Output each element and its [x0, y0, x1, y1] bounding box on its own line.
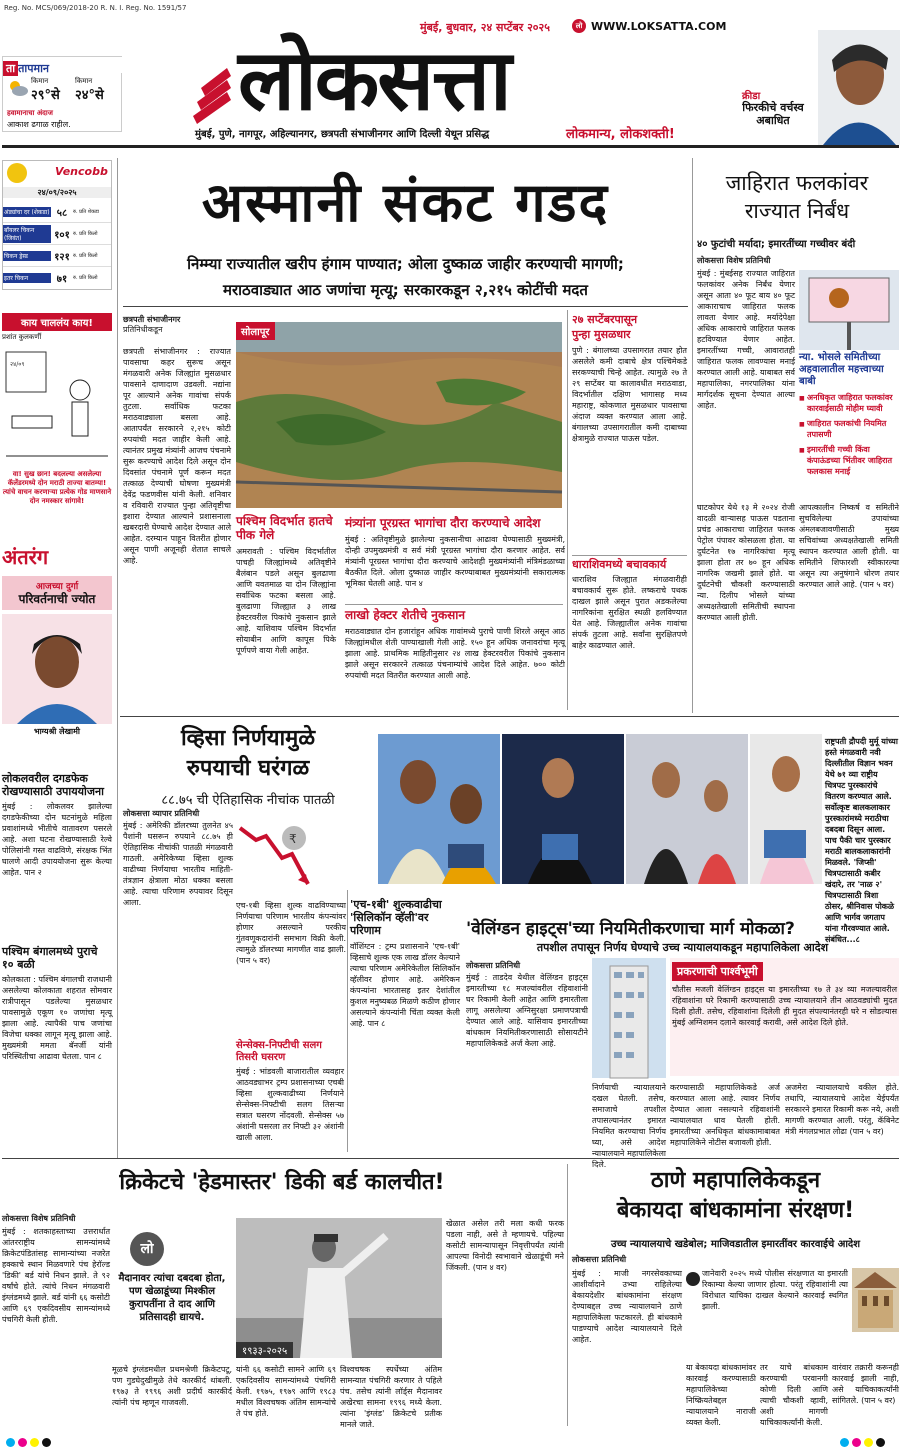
bhosle-committee-box: [799, 352, 899, 477]
h1b-body: वॉशिंग्टन : ट्रम्प प्रशासनाने 'एच-१बी' व्हिसाचे शुल्क एक लाख डॉलर केल्याने त्याचा परिणाम अमेरिकेतील सिलिकॉन व्हॅलीवर होणार आहे. अमेरिकन कंपन्यांना भारतासह इतर देशांतील कुशल मनुष्यबळ मिळणे कठीण होणार असल्याने कंपन्यांनी चिंता व्यक्त केली आहे. पान ८: [350, 942, 460, 1028]
sub-vidarbha: [236, 514, 336, 698]
bullet-dot-icon: [686, 1272, 700, 1286]
visa-subhead: ८८.७५ ची ऐतिहासिक नीचांक पातळी: [161, 793, 335, 808]
cartoon-caption: वा! सुख छान! बदलल्या असलेल्या कॅलेंडरमध्ये दोन मराठी ताज्या बातम्या! त्यांचे वाचन करणाऱ्या प्रत्येक गोड माणसाने दोन नमस्कार सांगावे!: [2, 470, 112, 505]
weather-box: ता तापमान किमान २९°से किमान २४°से हवामानाचा अंदाज आकाश ढगाळ राहील.: [2, 56, 122, 132]
rain-kicker: २७ सप्टेंबरपासून: [572, 313, 638, 326]
visa-headline-1[interactable]: व्हिसा निर्णयामुळे: [180, 726, 316, 751]
hoardings-body-2: घाटकोपर येथे १३ मे २०२४ रोजी वादळी वाऱ्यासह पाऊस पडताना प्रचंड आकाराचा जाहिरात फलक पेट्रोल पंपावर कोसळला होता. या दुर्घटनेत १७ नागरिकांचा मृत्यू झाला होता तर ७० हून अधिक नागरिक जखमी झाले होते. या दुर्घटनेची चौकशी करण्यासाठी न्या. दिलीप भोसले यांच्या अध्यक्षतेखाली समितीची स्थापना करण्यात आली होती.: [697, 503, 795, 622]
cartoon-artist: प्रशांत कुलकर्णी: [2, 333, 42, 341]
hoardings-body: मुंबई : मुंबईसह राज्यात जाहिरात फलकांवर अनेक निर्बंध येणार असून आता ४० फूट बाय ४० फूट आकाराचाच जाहिरात फलक लावता येणार आहे. मर्यादेपेक्षा अधिक आकाराचे जाहिरात फलक हटविण्यात येणार आहेत. इमारतींच्या गच्ची, आवारातही जाहिरात फलक लावण्यास मनाई करण्यात आली आहे. याबाबत सर्व महापालिका, नगरपालिका यांना मार्गदर्शक सूचना देण्यात आल्या आहेत.: [697, 269, 795, 410]
antarang-series: आजच्या दुर्गा: [35, 582, 79, 592]
rupee-fall-graphic: [236, 818, 316, 898]
weather-title: तापमान: [18, 62, 50, 75]
brief-body: मुंबई : लोकलवर झालेल्या दगडफेकीच्या दोन घटनांमुळे महिला प्रवाशांमध्ये भीतीचे वातावरण पसरले आहे. अशा घटना रोखण्यासाठी रेल्वे पोलिसांनी गस्त वाढविणे, संरक्षक भिंत घालणे आदी उपाययोजना सुरू केल्या आहेत. पान २: [2, 802, 112, 877]
dickie-quote: मैदानावर त्यांचा दबदबा होता, पण खेळाडूंच्या मिश्कील कुरापतींना ते दाद आणि प्रतिसादही द्यायचे.: [118, 1273, 226, 1323]
thane-headline-1[interactable]: ठाणे महापालिकेकडून: [650, 1168, 821, 1193]
registration-marks-right: [840, 1432, 888, 1451]
cartoon-title: काय चाललंय काय!: [2, 313, 112, 331]
brief-bengal-floods: [2, 945, 112, 1174]
max-label: किमान: [75, 77, 93, 85]
h1b-title[interactable]: 'एच-१बी' शुल्कवाढीचा 'सिलिकॉन व्हॅली'वर परिणाम: [350, 898, 442, 937]
award-photo-girl: [750, 734, 822, 884]
rate-row: चिकन ड्रेस्ड १२१ रु. प्रति किलो: [3, 245, 111, 267]
hoarding-photo: [799, 270, 899, 350]
hoardings-headline-2[interactable]: राज्यात निर्बंध: [744, 199, 850, 223]
thane-col4: वारंवार तक्रारी करूनही कारवाई झाली नाही, असे याचिकाकर्त्यांनी सांगितले. (पान ५ वर): [832, 1363, 899, 1405]
rate-row: बॉयलर चिकन (जिवंत) १०१ रु. प्रति किलो: [3, 223, 111, 245]
sub-body: मुंबई : अतिवृष्टीमुळे झालेल्या नुकसानीचा आढावा घेण्यासाठी मुख्यमंत्री, दोन्ही उपमुख्यमंत्री व सर्व मंत्री पूरग्रस्त भागांचा दौरा करणार आहेत. सर्व मंत्र्यांनी पूरग्रस्त भागांचा दौरा करण्याचे आदेशही मुख्यमंत्र्यांनी मंत्रिमंडळाच्या बैठकीत दिले. ओला दुष्काळ जाहीर करण्याबाबत मुख्यमंत्र्यांनी सकारात्मक भूमिका घेतली आहे. पान ४: [345, 535, 565, 588]
loksatta-quote-icon: लो: [130, 1232, 164, 1266]
dickie-col6: खेळात असेल तरी मला कधी फरक पडला नाही, असे ते म्हणायचे. पहिल्या कसोटी सामन्यापासून निवृत्तीपर्यंत त्यांनी आपल्या विनोदी स्वभावाने खेळाडूंची मने जिंकली. (पान ४ वर): [446, 1219, 564, 1272]
rain-forecast-story: [572, 312, 687, 555]
visa-byline: लोकसत्ता व्यापार प्रतिनिधी: [123, 809, 200, 818]
dickie-years: १९३३-२०२५: [236, 1342, 293, 1358]
brief-title[interactable]: लोकलवरील दगडफेक रोखण्यासाठी उपाययोजना: [2, 772, 105, 798]
wellington-background-box: [670, 958, 899, 1076]
lead-body-col1: छत्रपती संभाजीनगर : राज्यात पावसाचा कहर सुरूच असून मंगळवारी अनेक जिल्ह्यांत मुसळधार पावसाने दाणादाण उडवली. नद्यांना पूर आल्याने अनेक गावांचा संपर्क तुटला. सर्वाधिक फटका मराठवाड्याला बसला आहे. आतापर्यंत सरकारने २,२१५ कोटी रुपयांची मदत जाहीर केली आहे. त्यानंतर प्रमुख मंत्र्यांनी आजच पंचनामे सुरू करण्याचे आदेश दिले असून दोन दिवसांत पंचनामे पूर्ण करून मदत तत्काळ देण्याची घोषणा मुख्यमंत्री देवेंद्र फडणवीस यांनी केली. शनिवार व रविवारी राज्यात पुन्हा अतिवृष्टीचा इशारा देण्यात आल्याने प्रशासनाला खबरदारी घेण्याचे आदेश देण्यात आले आहेत. दरम्यान पाहून वितरीत होणार असून पाणी अजूनही शेतात साचले आहे.: [123, 347, 231, 565]
dickie-bird-photo: [236, 1218, 442, 1358]
durga-name: भाग्यश्री लेखामी: [33, 727, 80, 736]
svg-text:₹: ₹: [289, 832, 297, 846]
loksatta-mini-icon: लो: [572, 19, 586, 33]
min-label: किमान: [31, 77, 49, 85]
thane-box: जानेवारी २०२५ मध्ये पोलीस संरक्षणात या इमारती रिकाम्या केल्या जाणार होत्या. परंतु रहिवाशांनी त्या विरोधात याचिका दाखल केल्याने कारवाई स्थगित झाली.: [702, 1269, 848, 1311]
thane-byline: लोकसत्ता प्रतिनिधी: [572, 1255, 627, 1264]
wellington-building-photo: [592, 958, 666, 1078]
rate-row: इतर चिकन ७१ रु. प्रति किलो: [4, 274, 98, 285]
durga-photo: [2, 614, 112, 724]
thane-subhead: उच्च न्यायालयाचे खडेबोल; माजिवडातील इमारतींवर कारवाईचे आदेश: [610, 1239, 861, 1250]
forecast-label: हवामानाचा अंदाज: [7, 109, 53, 117]
registration-number: Reg. No. MCS/069/2018-20 R. N. I. Reg. No. 1591/57: [4, 4, 187, 12]
hoardings-subhead: ४० फुटांची मर्यादा; इमारतींच्या गच्चीवर बंदी: [697, 239, 856, 250]
wellington-headline[interactable]: 'वेलिंग्डन हाइट्स'च्या नियमितीकरणाचा मार्ग मोकळा?: [466, 919, 795, 939]
visa-body: मुंबई : अमेरिकी डॉलरच्या तुलनेत ४५ पैशांनी घसरून रुपयाने ८८.७५ ही ऐतिहासिक नीचांकी पातळी मंगळवारी गाठली. अमेरिकेच्या व्हिसा शुल्क वाढीच्या निर्णयाचा भारतीय माहिती-तंत्रज्ञान क्षेत्राला मोठा धक्का बसला आहे. त्याचा परिणाम रुपयावर दिसून आला.: [123, 821, 233, 907]
lead-subhead-2: मराठवाड्यात आठ जणांचा मृत्यू; सरकारकडून २,२१५ कोटींची मदत: [223, 281, 588, 299]
brief-body: कोलकाता : पश्चिम बंगालची राजधानी असलेल्या कोलकाता शहरात सोमवार रात्रीपासून पडलेल्या मुसळधार पावसामुळे एकूण १० जणांचा मृत्यू झाला आहे. त्यापैकी पाच जणांचा विजेचा धक्का लागून मृत्यू झाला आहे. मुख्यमंत्री ममता बॅनर्जी यांनी परिस्थितीचा आढावा घेतला. पान ८: [2, 975, 112, 1061]
bhosle-point: ■ जाहिरात फलकांची नियमित तपासणी: [799, 418, 899, 440]
date-line: मुंबई, बुधवार, २४ सप्टेंबर २०२५: [420, 21, 550, 34]
forecast-text: आकाश ढगाळ राहील.: [7, 120, 71, 129]
antarang-brand: अंतरंग: [2, 545, 49, 569]
masthead-logo: लोकसत्ता: [238, 31, 510, 129]
max-temp: २४°से: [75, 88, 104, 103]
sub-body: अमरावती : पश्चिम विदर्भातील पाचही जिल्ह्यांमध्ये अतिवृष्टीने बैलंबान पडले असून बुलढाणा आणि यवतमाळ या दोन जिल्ह्यांना सर्वाधिक फटका बसला आहे. बुलढाणा जिल्ह्यात ३ लाख हेक्टरवरील पिकांचे नुकसान झाले आहे. याशिवाय पश्चिम विदर्भात सोयाबीन आणि कापूस पिके पूर्णपणे वाया गेली आहेत.: [236, 547, 336, 655]
dickie-col5: विश्वचषक स्पर्धेच्या अंतिम सामन्यात पंचगिरी करणार ते पहिले पंच. तसेच त्यांनी लॉर्ड्स मैदानावर अखेरचा सामना १९९६ मध्ये केला. त्यांना 'इंग्लंड' क्रिकेटचे प्रतीक मानले जाते.: [340, 1365, 442, 1429]
logo-flame-icon: [193, 58, 235, 128]
rate-row: अंड्यांचा दर (शेकडा) ५८ रु. प्रति शेकडा: [3, 201, 111, 223]
brief-local-train: [2, 772, 112, 921]
egg-logo-icon: [7, 163, 27, 183]
sub-body: मराठवाड्यात दोन हजारांहून अधिक गावांमध्ये पुराचे पाणी शिरले असून आठ जिल्ह्यांमधील शेती पाण्याखाली गेली आहे. १५० हून अधिक जनावरांचा मृत्यू झाला आहे. प्राथमिक माहितीनुसार २४ लाख हेक्टरवरील पिकांचे नुकसान झाले असून सरकारने तत्काळ पंचनाम्यांचे आदेश दिले आहेत. ७०० कोटी रुपयांची मदत वितरीत करण्यात आली आहे.: [345, 627, 565, 680]
registration-marks-left: [6, 1432, 54, 1451]
thane-body: मुंबई : माजी नगरसेवकाच्या आशीर्वादाने उभ्या राहिलेल्या बेकायदेशीर बांधकामांना संरक्षण देण्याबद्दल उच्च न्यायालयाने ठाणे महापालिकेला फटकारले. ही बांधकामे पाडण्याचे आदेश न्यायालयाने दिले आहेत.: [572, 1269, 682, 1344]
wellington-col4: अजमेरा न्यायालयाचे वकील होते. तथापि, न्यायालयाचे आदेश येईपर्यंत सरकारने इमारत रिकामी करू नये, अशी मागणी करण्यात आली. परंतु, कॅबिनेट मंत्री मंगलप्रभात लोढा (पान ५ वर): [785, 1083, 899, 1136]
sub-crop-damage: [345, 606, 565, 710]
teaser-title[interactable]: फिरकीचे वर्चस्व अबाधित: [742, 101, 804, 127]
sensex-body: मुंबई : भांडवली बाजारातील व्यवहार आठवड्याभर ट्रम्प प्रशासनाच्या एचबी व्हिसा शुल्कवाढीच्या निर्णयाने सेन्सेक्स-निफ्टीची सलग तिसऱ्या सत्रात घसरण नोंदवली. सेन्सेक्स ५७ अंशांनी घसरला तर निफ्टी ३२ अंशांनी खाली आला.: [236, 1067, 344, 1142]
rates-date: २४/०९/२०२५: [3, 187, 111, 198]
hoardings-byline: लोकसत्ता विशेष प्रतिनिधी: [697, 256, 771, 265]
sensex-title[interactable]: सेन्सेक्स-निफ्टीची सलग तिसरी घसरण: [236, 1040, 322, 1063]
thane-col3: तर याचे बांधकाम करण्याची परवानगी कोणी दिली आणि त्याची चौकशी व्हावी, अशी मागणी याचिकाकर्त्यांनी केली.: [760, 1363, 828, 1427]
dickie-byline: लोकसत्ता विशेष प्रतिनिधी: [2, 1214, 76, 1223]
wellington-body: मुंबई : ताडदेव येथील वेलिंग्डन हाइट्स इमारतीच्या १८ मजल्यांवरील रहिवाशांनी घर रिकामी केली आहेत आणि इमारतीला लागू असलेल्या अग्निसुरक्षा प्रमाणपत्राची देण्यात आले आहे. यासिवाय इमारतीच्या बांधकाम नियमितीकरणासाठी सोसायटीने महापालिकेकडे अर्ज केला आहे.: [466, 973, 588, 1048]
wellington-box-title: प्रकरणाची पार्श्वभूमी: [672, 962, 763, 981]
sub-title[interactable]: पश्चिम विदर्भात हातचे पीक गेले: [236, 514, 333, 542]
cricketer-photo: [818, 30, 900, 145]
dharashiv-body: धाराशिव जिल्ह्यात मंगळवारीही बचावकार्य सुरू होते. लष्कराचे पथक दाखल झाले असून पुरात अडकलेल्या नागरिकांना सुरक्षित स्थळी हलविण्यात येत आहे. जिल्ह्यातील अनेक गावांचा संपर्क तुटला आहे. सर्वांना सुरक्षितपणे बाहेर काढण्यात आले.: [572, 575, 687, 650]
bhosle-point: ■ अनधिकृत जाहिरात फलकांवर कारवाईसाठी मोहीम घ्यावी: [799, 392, 899, 414]
rates-list: [3, 201, 111, 289]
poultry-rates-box: [2, 160, 112, 290]
visa-body-2: एच-१बी व्हिसा शुल्क वाढविण्याच्या निर्णयाचा परिणाम भारतीय कंपन्यांवर होणार असल्याने परकीय गुंतवणूकदारांनी समभाग विक्री केली. त्यामुळे डॉलरच्या मागणीत वाढ झाली. (पान ५ वर): [236, 901, 346, 965]
photo-location-tag: सोलापूर: [236, 322, 275, 340]
lead-headline[interactable]: अस्मानी संकट गडद: [201, 171, 610, 234]
thane-col2: या बेकायदा बांधकामांवर कारवाई करण्यासाठी महापालिकेच्या निष्क्रियतेबद्दल न्यायालयाने नाराजी व्यक्त केली.: [686, 1363, 756, 1427]
editions-line: मुंबई, पुणे, नागपूर, अहिल्यानगर, छत्रपती संभाजीनगर आणि दिल्ली येथून प्रसिद्ध: [195, 129, 490, 140]
sensex-story: [236, 1040, 344, 1150]
wellington-col3: करण्यासाठी महापालिकेकडे अर्ज करण्यात आला आहे. त्यावर निर्णय देण्यात आला नसल्याने रहिवाशांनी न्यायालयात धाव घेतली होती. इमारतीच्या अनधिकृत बांधकामाबाबत महापालिकेने नोटीस बजावली होती.: [670, 1083, 780, 1147]
website-link[interactable]: WWW.LOKSATTA.COM: [591, 20, 727, 33]
dickie-headline[interactable]: क्रिकेटचे 'हेडमास्तर' डिकी बर्ड कालचीत!: [119, 1170, 445, 1195]
lead-byline-role: प्रतिनिधीकडून: [123, 325, 163, 334]
vencobb-logo: Vencobb: [55, 165, 108, 178]
sub-title[interactable]: लाखो हेक्टर शेतीचे नुकसान: [345, 608, 466, 622]
cloud-sun-icon: [7, 79, 27, 95]
cartoon-box: [2, 313, 112, 523]
bhosle-point: ■ इमारतींची गच्ची किंवा कंपाऊंडच्या भिंतीवर जाहिरात फलकास मनाई: [799, 444, 899, 477]
award-photo-president: [378, 734, 500, 884]
wellington-byline: लोकसत्ता प्रतिनिधी: [466, 961, 521, 970]
sub-title[interactable]: मंत्र्यांना पूरग्रस्त भागांचा दौरा करण्याचे आदेश: [345, 516, 541, 530]
tagline: लोकमान्य, लोकशक्ती!: [566, 127, 675, 142]
visa-headline-2[interactable]: रुपयाची घरंगळ: [186, 756, 310, 781]
h1b-story: [350, 898, 460, 1151]
rain-title[interactable]: पुन्हा मुसळधार: [572, 328, 631, 341]
dickie-col4: यांनी ६६ कसोटी सामने आणि ६९ एकदिवसीय सामन्यांमध्ये पंचगिरी केली. १९७५, १९७९ आणि १९८३ मधील विश्वचषक अंतिम सामन्यांचे ते पंच होते.: [236, 1365, 336, 1418]
dharashiv-title[interactable]: धाराशिवमध्ये बचावकार्य: [572, 558, 667, 571]
wellington-body-2: निर्णयाची न्यायालयाने दखल घेतली. तसेच, समाजाचे तपशील तपासल्यानंतर इमारत नियमित करण्याचा निर्णय घ्या, असे आदेश न्यायालयाने महापालिकेला दिले.: [592, 1083, 666, 1169]
court-building-photo: [852, 1268, 899, 1332]
hoardings-headline-1[interactable]: जाहिरात फलकांवर: [725, 171, 869, 195]
dickie-col3: मूळचे इंग्लंडमधील प्रथमश्रेणी क्रिकेटपटू, पण गुडघेदुखीमुळे तेथे कारकीर्द थांबली. १९७३ ते १९९६ अशी प्रदीर्घ कारकीर्द त्यांनी पंच म्हणून गाजवली.: [112, 1365, 232, 1407]
lead-subhead-1: निम्म्या राज्यातील खरीप हंगाम पाण्यात; ओला दुष्काळ जाहीर करण्याची मागणी;: [187, 255, 624, 273]
cartoon-drawing: [2, 346, 112, 470]
wellington-box-body: चौतीस मजली वेलिंग्डन हाइट्स या इमारतीच्या १७ ते ३४ व्या मजल्यावरील रहिवाशांना घरे रिकामी करण्यासाठी उच्च न्यायालयाने तीन आठवड्यांची मुदत दिली होती. तसेच, रहिवाशांना दिलेली ही मुदत संपल्यानंतरही घरे न सोडल्यास मुंबई अग्निशमन दलाने कारवाई करावी, असे आदेश दिले होते.: [672, 985, 897, 1027]
lead-byline: छत्रपती संभाजीनगर: [123, 315, 181, 324]
flood-photo: [236, 322, 562, 508]
svg-text:२४/०९: २४/०९: [10, 361, 25, 368]
awards-caption: राष्ट्रपती द्रौपदी मुर्मू यांच्या हस्ते मंगळवारी नवी दिल्लीतील विज्ञान भवन येथे ७१ व्या राष्ट्रीय चित्रपट पुरस्कारांचे वितरण करण्यात आले. सर्वोत्कृष्ट बालकलाकार पुरस्कारांमध्ये मराठीचा दबदबा दिसून आला. पाच पैकी चार पुरस्कार मराठी बालकलाकारांनी मिळवले. 'जिप्सी' चित्रपटासाठी कबीर खंदारे, तर 'नाळ २' चित्रपटासाठी त्रिशा ठोसर, श्रीनिवास पोकळे आणि भार्गव जगताप यांना गौरवण्यात आले. संबंधित...८: [825, 737, 898, 944]
dickie-body: मुंबई : शतकाहस्ताच्या उत्तरार्धात आंतरराष्ट्रीय सामन्यांमध्ये क्रिकेटपंडितांसह सामान्यांच्या नजरेत हक्काचे स्थान मिळवणारे पंच हेरॉल्ड 'डिकी' बर्ड यांचे निधन झाले. ते ९२ वर्षांचे होते. त्यांचे निधन मंगळवारी इंग्लंडमध्ये झाले. बर्ड यांनी ६६ कसोटी आणि ६९ एकदिवसीय सामन्यांमध्ये पंचगिरी केली होती.: [2, 1227, 110, 1324]
sub-minister-tour: [345, 514, 565, 606]
rain-body: पुणे : बंगालच्या उपसागरात तयार होत असलेले कमी दाबाचे क्षेत्र पश्चिमेकडे सरकण्याची चिन्हे आहेत. त्यामुळे २७ ते २९ सप्टेंबर या कालावधीत मराठवाडा, विदर्भातील दक्षिण भागासह मध्य महाराष्ट्र, कोकणात मुसळधार पावसाचा अंदाज व्यक्त करण्यात आला आहे. बंगालच्या उपसागरातील कमी दाबाच्या क्षेत्रामुळे राज्यात पाऊस पडेल.: [572, 346, 687, 443]
antarang-title[interactable]: परिवर्तनाची ज्योत: [18, 592, 96, 606]
bhosle-box-title: न्या. भोसले समितीच्या अहवालातील महत्त्वाच्या बाबी: [799, 352, 884, 387]
wellington-subhead: तपशील तपासून निर्णय घेण्याचे उच्च न्यायालयाकडून महापालिकेला आदेश: [536, 941, 829, 954]
thane-headline-2[interactable]: बेकायदा बांधकामांना संरक्षण!: [616, 1198, 855, 1223]
min-temp: २९°से: [31, 88, 60, 103]
hoardings-body-3: आपत्कालीन निष्कर्ष व समितीने सुचविलेल्या उपायांच्या अंमलबजावणीसाठी मुख्य सचिवांच्या अध्यक्षतेखाली समिती स्थापन करण्यात आली होती. या समितीने शिफारशी स्वीकारल्या असून त्या अनुषंगाने धोरण तयार करण्यात आले आहे. (पान ५ वर): [799, 503, 899, 589]
dharashiv-story: [572, 558, 687, 694]
award-photo-boy: [502, 734, 624, 884]
brief-title[interactable]: पश्चिम बंगालमध्ये पुराचे १० बळी: [2, 945, 98, 971]
award-photo-children: [626, 734, 748, 884]
teaser-kicker: क्रीडा: [742, 91, 761, 102]
antarang-box: [2, 543, 112, 753]
